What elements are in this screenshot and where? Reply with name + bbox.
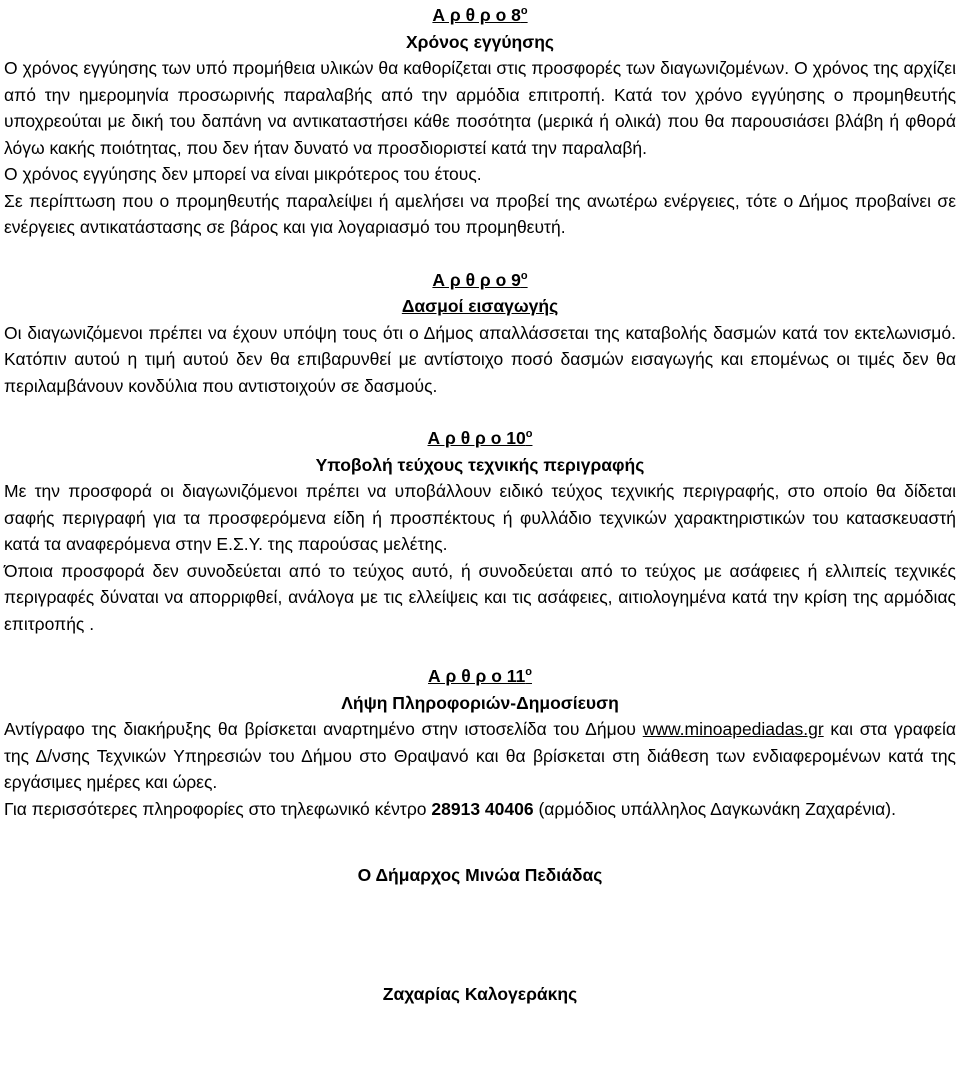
article-8-heading-sup: ο <box>520 5 528 17</box>
article-8-paragraph-2: Ο χρόνος εγγύησης δεν μπορεί να είναι μικρότερος του έτους. <box>4 164 482 184</box>
article-11-heading-text: Α ρ θ ρ ο 11 <box>428 666 526 686</box>
article-8 <box>4 2 956 241</box>
article-11-paragraph-2-end: (αρμόδιος υπάλληλος Δαγκωνάκη Ζαχαρένια). <box>533 798 896 819</box>
article-10 <box>4 425 956 637</box>
article-11-heading-sup: ο <box>525 666 532 678</box>
phone-number: 28913 40406 <box>431 798 534 819</box>
article-11-paragraph-2-start: Για περισσότερες πληροφορίες στο τηλεφωνικό κέντρο <box>4 798 432 819</box>
article-10-paragraph-1: Με την προσφορά οι διαγωνιζόμενοι πρέπει να υποβάλλουν ειδικό τεύχος τεχνικής περιγραφής, στο οποίο θα δίδεται σαφής περιγραφή για τα προσφερόμενα είδη ή προσπέκτους ή φυλλάδιο τεχνικών χαρακτηριστικών του κατασκευαστή κατά τα αναφερόμενα στην Ε.Σ.Υ. της παρούσας μελέτης. <box>4 481 956 554</box>
spacer <box>4 399 956 425</box>
article-11-title: Λήψη Πληροφοριών-Δημοσίευση <box>341 692 619 713</box>
article-11 <box>4 663 956 822</box>
article-10-heading <box>4 425 956 452</box>
article-8-title: Χρόνος εγγύησης <box>406 31 554 52</box>
article-11-paragraph-2 <box>4 796 956 823</box>
article-8-paragraph-1: Ο χρόνος εγγύησης των υπό προμήθεια υλικών θα καθορίζεται στις προσφορές των διαγωνιζομένων. Ο χρόνος της αρχίζει από την ημερομηνία προσωρινής παραλαβής από την αρμόδια επιτροπή. Κατά τον χρόνο εγγύησης ο προμηθευτής υποχρεούται με δική του δαπάνη να αντικαταστήσει κάθε ποσότητα (μερικά ή ολικά) που θα παρουσιάσει βλάβη ή φθορά λόγω κακής ποιότητας, που δεν ήταν δυνατό να προσδιοριστεί κατά την παραλαβή. <box>4 58 956 158</box>
article-11-heading <box>4 663 956 690</box>
article-9-heading <box>4 267 956 294</box>
spacer <box>4 241 956 267</box>
article-10-heading-text: Α ρ θ ρ ο 10 <box>427 428 526 448</box>
article-11-paragraph-1 <box>4 716 956 796</box>
signature-name: Ζαχαρίας Καλογεράκης <box>382 983 578 1004</box>
article-8-heading <box>4 2 956 29</box>
spacer <box>4 889 956 981</box>
signature-block <box>4 862 956 1007</box>
article-10-paragraph-2: Όποια προσφορά δεν συνοδεύεται από το τεύχος αυτό, ή συνοδεύεται από το τεύχος με ασάφειες ή ελλιπείς τεχνικές περιγραφές δύναται να απορριφθεί, ανάλογα με τις ελλείψεις και τις ασάφειες, αιτιολογημένα κατά την κρίση της αρμόδιας επιτροπής . <box>4 560 956 634</box>
article-10-heading-sup: ο <box>525 428 533 440</box>
article-9-heading-text: Α ρ θ ρ ο 9 <box>432 269 521 290</box>
article-9-title: Δασμοί εισαγωγής <box>401 296 559 316</box>
spacer <box>4 822 956 862</box>
article-10-title: Υποβολή τεύχους τεχνικής περιγραφής <box>315 454 645 475</box>
article-11-paragraph-1-start: Αντίγραφο της διακήρυξης θα βρίσκεται αναρτημένο στην ιστοσελίδα του Δήμου <box>4 719 643 739</box>
article-9 <box>4 267 956 400</box>
article-9-heading-sup: ο <box>520 269 528 282</box>
website-link[interactable]: www.minoapediadas.gr <box>642 719 824 739</box>
article-8-heading-text: Α ρ θ ρ ο 8 <box>432 5 521 25</box>
spacer <box>4 637 956 663</box>
article-11-paragraph-1-end: και στα γραφεία της Δ/νσης Τεχνικών Υπηρεσιών του Δήμου στο Θραψανό και θα βρίσκεται στη διάθεση των ενδιαφερομένων κατά της εργάσιμες ημέρες και ώρες. <box>4 719 956 792</box>
article-8-paragraph-3: Σε περίπτωση που ο προμηθευτής παραλείψει ή αμελήσει να προβεί της ανωτέρω ενέργειες, τότε ο Δήμος προβαίνει σε ενέργειες αντικατάστασης σε βάρος και για λογαριασμό του προμηθευτή. <box>4 190 956 237</box>
signature-role: Ο Δήμαρχος Μινώα Πεδιάδας <box>357 865 603 885</box>
article-9-paragraph-1: Οι διαγωνιζόμενοι πρέπει να έχουν υπόψη τους ότι ο Δήμος απαλλάσσεται της καταβολής δασμών κατά τον εκτελωνισμό. Κατόπιν αυτού η τιμή αυτού δεν θα επιβαρυνθεί με αντίστοιχο ποσό δασμών εισαγωγής και επομένως οι τιμές δεν θα περιλαμβάνουν κονδύλια που αντιστοιχούν σε δασμούς. <box>4 322 956 396</box>
